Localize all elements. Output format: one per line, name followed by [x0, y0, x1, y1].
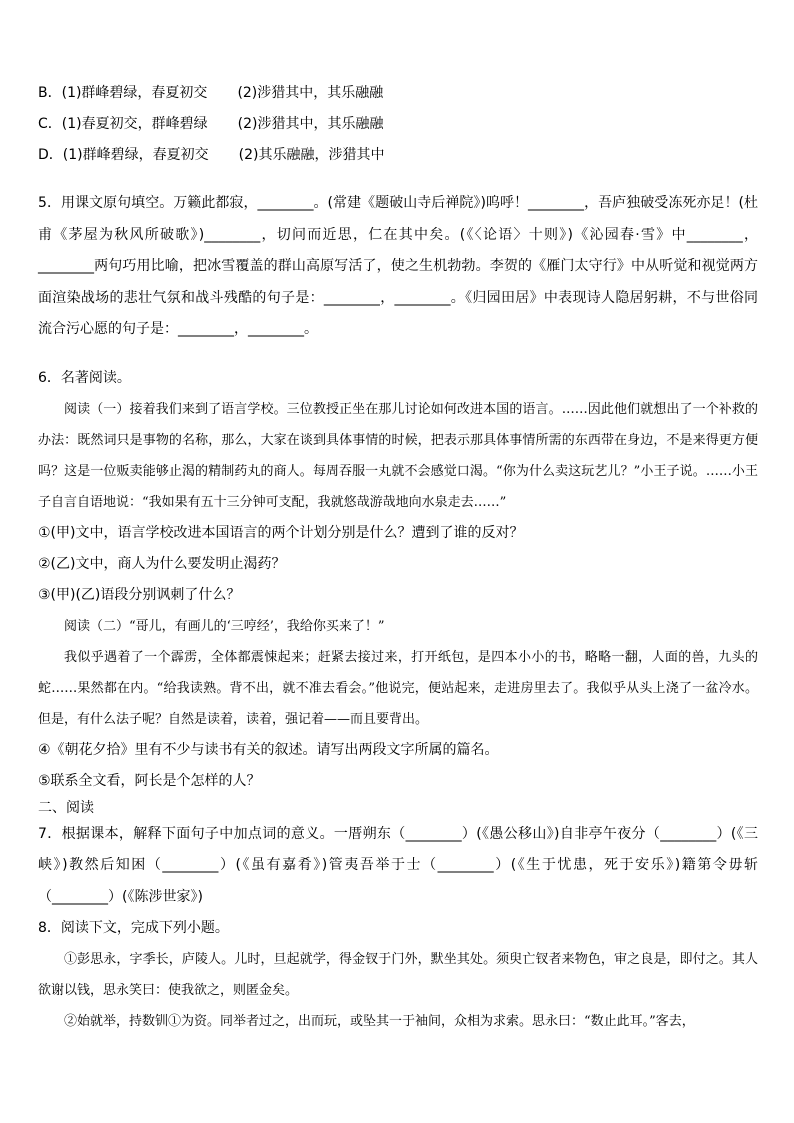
- question-6-title: 6．名著阅读。: [38, 369, 131, 386]
- option-b-first: B．(1)群峰碧绿，春夏初交: [38, 85, 208, 101]
- option-c-second: (2)涉猎其中，其乐融融: [237, 116, 384, 132]
- question-6-sub-2: ②(乙)文中，商人为什么要发明止渴药？: [38, 555, 286, 572]
- question-6-sub-4: ④《朝花夕拾》里有不少与读书有关的叙述。请写出两段文字所属的篇名。: [38, 741, 499, 758]
- question-6-sub-1: ①(甲)文中，语言学校改进本国语言的两个计划分别是什么？遭到了谁的反对？: [38, 524, 524, 541]
- question-7: 7．根据课本，解释下面句子中加点词的意义。一厝朔东（________）(《愚公移山》)自非亭午夜分（________）(《三峡》)教然后知困（________）(《虽有嘉肴》)管夷吾举于士（________）(《生于忧患，死于安乐》)籍第令毋斩（________）(《陈涉世家》): [38, 825, 758, 905]
- question-8-paragraph-2: ②始就举，持数钏①为资。同举者过之，出而玩，或坠其一于袖间，众相为求索。思永曰：“数止此耳。”客去，: [64, 1014, 695, 1029]
- question-8-title: 8．阅读下文，完成下列小题。: [38, 920, 229, 936]
- document-page: [38, 78, 758, 1037]
- question-6-sub-3: ③(甲)(乙)语段分别讽刺了什么？: [38, 586, 241, 603]
- question-6-sub-5: ⑤联系全文看，阿长是个怎样的人？: [38, 772, 261, 789]
- options-block: [38, 78, 758, 171]
- option-d-second: (2)其乐融融，涉猎其中: [238, 147, 385, 163]
- option-c-first: C．(1)春夏初交，群峰碧绿: [38, 116, 208, 132]
- option-c: [38, 109, 758, 140]
- question-8-paragraph-1: ①彭思永，字季长，庐陵人。儿时，旦起就学，得金钗于门外，默坐其处。须臾亡钗者来物色，审之良是，即付之。其人欲谢以钱，思永笑曰：使我欲之，则匿金矣。: [38, 952, 758, 998]
- option-d: [38, 140, 758, 171]
- option-b: [38, 78, 758, 109]
- option-b-second: (2)涉猎其中，其乐融融: [237, 85, 384, 101]
- reading-2-heading: 阅读（二）“哥儿，有画儿的‘三哼经’，我给你买来了！”: [64, 618, 385, 634]
- reading-2-text: 我似乎遇着了一个霹雳，全体都震悚起来；赶紧去接过来，打开纸包，是四本小小的书，略略一翻，人面的兽，九头的蛇……果然都在内。“给我读熟。背不出，就不准去看会。”他说完，便站起来，走进房里去了。我似乎从头上浇了一盆冷水。但是，有什么法子呢？自然是读着，读着，强记着——而且要背出。: [38, 649, 758, 727]
- question-5: 5．用课文原句填空。万籁此都寂，________。(常建《题破山寺后禅院》)呜呼！________，吾庐独破受冻死亦足！(杜甫《茅屋为秋风所破歌》)________，切问而近思，仁在其中矣。(《〈论语〉十则》)《沁园春·雪》中________，________两句巧用比喻，把冰雪覆盖的群山高原写活了，使之生机勃勃。李贺的《雁门太守行》中从听觉和视觉两方面渲染战场的悲壮气氛和战斗残酷的句子是：________，________。《归园田居》中表现诗人隐居躬耕，不与世俗同流合污心愿的句子是：________，________。: [38, 195, 758, 337]
- option-d-first: D．(1)群峰碧绿，春夏初交: [38, 147, 209, 163]
- reading-1-text: 阅读（一）接着我们来到了语言学校。三位教授正坐在那儿讨论如何改进本国的语言。……因此他们就想出了一个补救的办法：既然词只是事物的名称，那么，大家在谈到具体事情的时候，把表示那具体事情所需的东西带在身边，不是来得更方便吗？这是一位贩卖能够止渴的精制药丸的商人。每周吞服一丸就不会感觉口渴。“你为什么卖这玩艺儿？”小王子说。……小王子自言自语地说：“我如果有五十三分钟可支配，我就悠哉游哉地向水泉走去……”: [38, 401, 758, 510]
- section-heading-reading: 二、阅读: [38, 799, 94, 816]
